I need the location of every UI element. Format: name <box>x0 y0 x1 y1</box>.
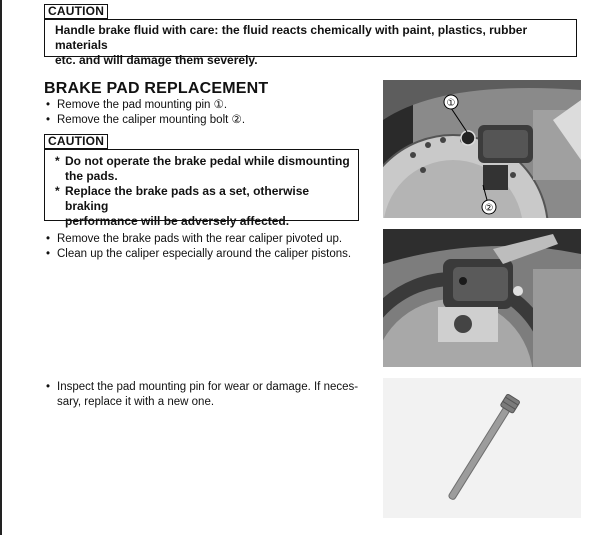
removal-steps-list <box>46 98 366 128</box>
caution-text-line: Handle brake fluid with care: the fluid reacts chemically with paint, plastics, rubber materials <box>55 23 528 52</box>
list-item-line: sary, replace it with a new one. <box>57 396 215 408</box>
caution-text-line: performance will be adversely affected. <box>65 214 290 228</box>
page-left-border <box>0 0 2 535</box>
caution-text-line: Replace the brake pads as a set, otherwise braking <box>65 184 310 213</box>
pad-mounting-pin-photo <box>383 378 581 518</box>
list-item-line: Inspect the pad mounting pin for wear or damage. If neces- <box>57 381 359 393</box>
caution-text-line: etc. and will damage them severely. <box>55 53 258 67</box>
caliper-mounting-photo <box>383 80 581 218</box>
caution-box-brake-fluid <box>44 19 577 67</box>
list-item <box>46 380 371 410</box>
caution-label: CAUTION <box>44 4 108 19</box>
list-item: • Remove the pad mounting pin ①. <box>46 98 366 113</box>
callout-1-label: ① <box>446 98 456 109</box>
caution-label: CAUTION <box>44 134 108 149</box>
inspection-steps-list <box>46 380 371 410</box>
caution-box-brake-pads <box>44 149 359 228</box>
pad-removal-steps-list <box>46 232 366 262</box>
caution-item <box>55 184 352 229</box>
caliper-pivoted-photo <box>383 229 581 367</box>
section-title: BRAKE PAD REPLACEMENT <box>44 80 269 97</box>
caution-text-line: Do not operate the brake pedal while dismounting <box>65 154 350 168</box>
caution-text-line: the pads. <box>65 169 118 183</box>
list-item: • Clean up the caliper especially around the caliper pistons. <box>46 247 366 262</box>
caution-item <box>55 154 352 184</box>
list-item: • Remove the caliper mounting bolt ②. <box>46 113 366 128</box>
list-item: • Remove the brake pads with the rear caliper pivoted up. <box>46 232 366 247</box>
callout-2-label: ② <box>484 203 494 214</box>
